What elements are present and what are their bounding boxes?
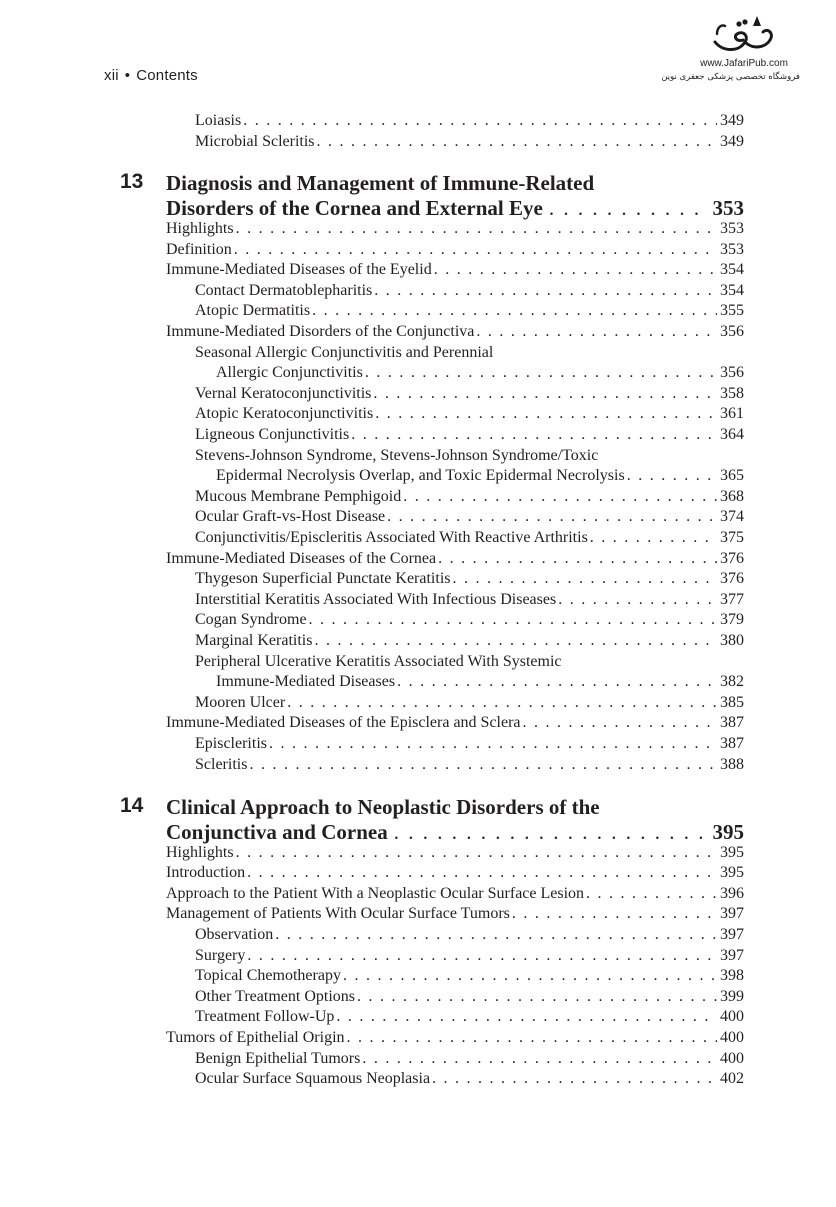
toc-entry xyxy=(195,447,744,465)
leader-dots xyxy=(275,926,717,944)
toc-entry xyxy=(216,364,744,382)
leader-dots xyxy=(434,261,717,279)
toc-entry-title: Conjunctivitis/Episcleritis Associated With Reactive Arthritis xyxy=(195,529,588,546)
toc-entry-page: 397 xyxy=(720,905,744,922)
toc-entry-page: 376 xyxy=(720,570,744,587)
toc-entry-page: 387 xyxy=(720,714,744,731)
toc-entry xyxy=(195,947,744,965)
toc-entry-title: Microbial Scleritis xyxy=(195,133,315,150)
toc-entry-title: Tumors of Epithelial Origin xyxy=(166,1029,345,1046)
toc-entry-title: Surgery xyxy=(195,947,246,964)
leader-dots xyxy=(397,673,717,691)
toc-entry-title: Vernal Keratoconjunctivitis xyxy=(195,385,372,402)
toc-entry xyxy=(195,1050,744,1068)
leader-dots xyxy=(314,632,717,650)
toc-entry-title: Immune-Mediated Diseases of the Cornea xyxy=(166,550,437,567)
toc-entry-page: 402 xyxy=(720,1070,744,1087)
toc-entry xyxy=(166,323,744,341)
leader-dots xyxy=(243,112,717,130)
toc-entry-title: Mucous Membrane Pemphigoid xyxy=(195,488,402,505)
toc-entry xyxy=(195,967,744,985)
leader-dots xyxy=(394,820,707,845)
toc-entry-title: Atopic Dermatitis xyxy=(195,302,311,319)
toc-entry-page: 353 xyxy=(720,220,744,237)
toc-entry-title: Observation xyxy=(195,926,274,943)
leader-dots xyxy=(558,591,717,609)
toc-entry-page: 349 xyxy=(720,112,744,129)
toc-entry-title: Contact Dermatoblepharitis xyxy=(195,282,373,299)
leader-dots xyxy=(375,405,717,423)
toc-entry xyxy=(166,905,744,923)
toc-entry xyxy=(195,302,744,320)
toc-entry-page: 356 xyxy=(720,323,744,340)
leader-dots xyxy=(432,1070,717,1088)
toc-entry xyxy=(195,112,744,130)
toc-entry xyxy=(216,673,744,691)
toc-entry-title: Peripheral Ulcerative Keratitis Associated With Systemic xyxy=(195,653,562,670)
toc-entry-title: Interstitial Keratitis Associated With Infectious Diseases xyxy=(195,591,557,608)
toc-entry-page: 387 xyxy=(720,735,744,752)
toc-entry xyxy=(195,344,744,362)
leader-dots xyxy=(590,529,717,547)
toc-entry-title: Episcleritis xyxy=(195,735,267,752)
leader-dots xyxy=(523,714,717,732)
toc-entry-title: Highlights xyxy=(166,220,234,237)
toc-entry-page: 380 xyxy=(720,632,744,649)
toc-entry-page: 353 xyxy=(720,241,744,258)
toc-entry-title: Cogan Syndrome xyxy=(195,611,307,628)
toc-entry xyxy=(195,529,744,547)
leader-dots xyxy=(309,611,717,629)
toc-entry-page: 358 xyxy=(720,385,744,402)
toc-entry xyxy=(195,653,744,671)
leader-dots xyxy=(312,302,717,320)
leader-dots xyxy=(247,864,717,882)
publisher-logo xyxy=(661,12,800,102)
toc-entry-title: Ocular Surface Squamous Neoplasia xyxy=(195,1070,431,1087)
toc-entry-page: 397 xyxy=(720,926,744,943)
toc-entry-title: Definition xyxy=(166,241,232,258)
toc-entry-page: 382 xyxy=(720,673,744,690)
leader-dots xyxy=(549,196,707,221)
leader-dots xyxy=(234,241,717,259)
toc-entry-title: Benign Epithelial Tumors xyxy=(195,1050,361,1067)
toc-entry-page: 395 xyxy=(720,844,744,861)
page-number: xii xyxy=(104,67,119,84)
toc-entry-title: Immune-Mediated Disorders of the Conjunctiva xyxy=(166,323,475,340)
toc-entry xyxy=(195,926,744,944)
leader-dots xyxy=(287,694,717,712)
toc-entry xyxy=(195,508,744,526)
toc-entry-page: 400 xyxy=(720,1008,744,1025)
toc-entry-title: Immune-Mediated Diseases xyxy=(216,673,396,690)
toc-entry-title: Management of Patients With Ocular Surface Tumors xyxy=(166,905,510,922)
toc-entry-page: 388 xyxy=(720,756,744,773)
toc-entry xyxy=(166,714,744,732)
chapter-page: 353 xyxy=(712,196,744,220)
chapter-title: Diagnosis and Management of Immune-Related xyxy=(166,171,595,195)
toc-entry-page: 355 xyxy=(720,302,744,319)
toc-entry xyxy=(195,988,744,1006)
toc-entry-title: Epidermal Necrolysis Overlap, and Toxic Epidermal Necrolysis xyxy=(216,467,625,484)
toc-entry-page: 356 xyxy=(720,364,744,381)
toc-entry-page: 376 xyxy=(720,550,744,567)
leader-dots xyxy=(336,1008,717,1026)
leader-dots xyxy=(586,885,717,903)
leader-dots xyxy=(351,426,717,444)
running-head xyxy=(104,67,198,84)
leader-dots xyxy=(236,844,717,862)
chapter-number: 14 xyxy=(120,794,144,817)
toc-entry-title: Atopic Keratoconjunctivitis xyxy=(195,405,374,422)
toc-entry xyxy=(195,570,744,588)
toc-entry xyxy=(166,241,744,259)
logo-tagline: فروشگاه تخصصی پزشکی جعفری نوین xyxy=(661,72,800,82)
toc-entry-title: Approach to the Patient With a Neoplastic Ocular Surface Lesion xyxy=(166,885,585,902)
toc-entry xyxy=(195,756,744,774)
leader-dots xyxy=(362,1050,717,1068)
leader-dots xyxy=(373,385,717,403)
toc-entry-title: Seasonal Allergic Conjunctivitis and Perennial xyxy=(195,344,494,361)
toc-entry xyxy=(195,611,744,629)
leader-dots xyxy=(403,488,717,506)
leader-dots xyxy=(249,756,717,774)
chapter-title-line xyxy=(166,820,744,845)
toc-entry xyxy=(166,864,744,882)
toc-entry-page: 375 xyxy=(720,529,744,546)
leader-dots xyxy=(347,1029,717,1047)
calligraphy-logo-icon xyxy=(709,12,779,58)
toc-entry xyxy=(166,1029,744,1047)
leader-dots xyxy=(317,133,717,151)
leader-dots xyxy=(452,570,717,588)
toc-entry xyxy=(195,385,744,403)
toc-entry-page: 396 xyxy=(720,885,744,902)
leader-dots xyxy=(365,364,717,382)
toc-entry-title: Treatment Follow-Up xyxy=(195,1008,335,1025)
logo-url: www.JafariPub.com xyxy=(700,58,788,69)
toc-entry xyxy=(195,488,744,506)
toc-entry xyxy=(195,405,744,423)
chapter-title-continued: Conjunctiva and Cornea xyxy=(166,820,388,844)
toc-entry-title: Ocular Graft-vs-Host Disease xyxy=(195,508,386,525)
chapter-page: 395 xyxy=(712,820,744,844)
toc-entry xyxy=(166,844,744,862)
section-title: Contents xyxy=(136,67,198,84)
toc-entry-page: 397 xyxy=(720,947,744,964)
toc-entry-page: 365 xyxy=(720,467,744,484)
toc-entry-page: 368 xyxy=(720,488,744,505)
toc-entry xyxy=(166,220,744,238)
leader-dots xyxy=(512,905,717,923)
toc-entry xyxy=(166,885,744,903)
toc-entry-page: 395 xyxy=(720,864,744,881)
toc-entry xyxy=(166,261,744,279)
toc-entry-title: Loiasis xyxy=(195,112,242,129)
toc-entry-page: 398 xyxy=(720,967,744,984)
toc-entry-title: Stevens-Johnson Syndrome, Stevens-Johnson Syndrome/Toxic xyxy=(195,447,599,464)
chapter-title-continued: Disorders of the Cornea and External Eye xyxy=(166,196,543,220)
toc-entry-page: 399 xyxy=(720,988,744,1005)
toc-entry-page: 361 xyxy=(720,405,744,422)
toc-entry-page: 385 xyxy=(720,694,744,711)
leader-dots xyxy=(387,508,717,526)
leader-dots xyxy=(476,323,717,341)
leader-dots xyxy=(236,220,717,238)
leader-dots xyxy=(438,550,717,568)
leader-dots xyxy=(269,735,717,753)
leader-dots xyxy=(247,947,717,965)
toc-entry xyxy=(195,426,744,444)
toc-entry-page: 400 xyxy=(720,1029,744,1046)
toc-entry xyxy=(195,1008,744,1026)
toc-entry xyxy=(195,133,744,151)
chapter-title-line xyxy=(166,196,744,221)
toc-entry-title: Immune-Mediated Diseases of the Eyelid xyxy=(166,261,432,278)
leader-dots xyxy=(374,282,717,300)
toc-entry-title: Ligneous Conjunctivitis xyxy=(195,426,350,443)
toc-entry-title: Other Treatment Options xyxy=(195,988,355,1005)
toc-entry-title: Immune-Mediated Diseases of the Episclera and Sclera xyxy=(166,714,521,731)
toc-entry-title: Marginal Keratitis xyxy=(195,632,313,649)
toc-entry-title: Mooren Ulcer xyxy=(195,694,286,711)
toc-entry-title: Introduction xyxy=(166,864,246,881)
toc-entry-page: 379 xyxy=(720,611,744,628)
bullet-separator: • xyxy=(124,67,131,84)
toc-entry xyxy=(195,282,744,300)
toc-entry xyxy=(216,467,744,485)
toc-entry xyxy=(195,1070,744,1088)
chapter-number: 13 xyxy=(120,170,144,193)
toc-entry-title: Topical Chemotherapy xyxy=(195,967,341,984)
toc-entry xyxy=(195,591,744,609)
toc-entry-title: Allergic Conjunctivitis xyxy=(216,364,363,381)
toc-entry xyxy=(166,550,744,568)
toc-entry xyxy=(195,632,744,650)
leader-dots xyxy=(627,467,717,485)
toc-entry-page: 349 xyxy=(720,133,744,150)
toc-entry xyxy=(195,735,744,753)
toc-entry xyxy=(195,694,744,712)
toc-entry-page: 400 xyxy=(720,1050,744,1067)
leader-dots xyxy=(343,967,717,985)
toc-entry-page: 377 xyxy=(720,591,744,608)
toc-entry-page: 354 xyxy=(720,261,744,278)
toc-entry-page: 354 xyxy=(720,282,744,299)
chapter-title: Clinical Approach to Neoplastic Disorders of the xyxy=(166,795,600,819)
toc-entry-title: Highlights xyxy=(166,844,234,861)
leader-dots xyxy=(357,988,717,1006)
toc-entry-page: 374 xyxy=(720,508,744,525)
toc-entry-page: 364 xyxy=(720,426,744,443)
toc-entry-title: Thygeson Superficial Punctate Keratitis xyxy=(195,570,451,587)
toc-entry-title: Scleritis xyxy=(195,756,248,773)
